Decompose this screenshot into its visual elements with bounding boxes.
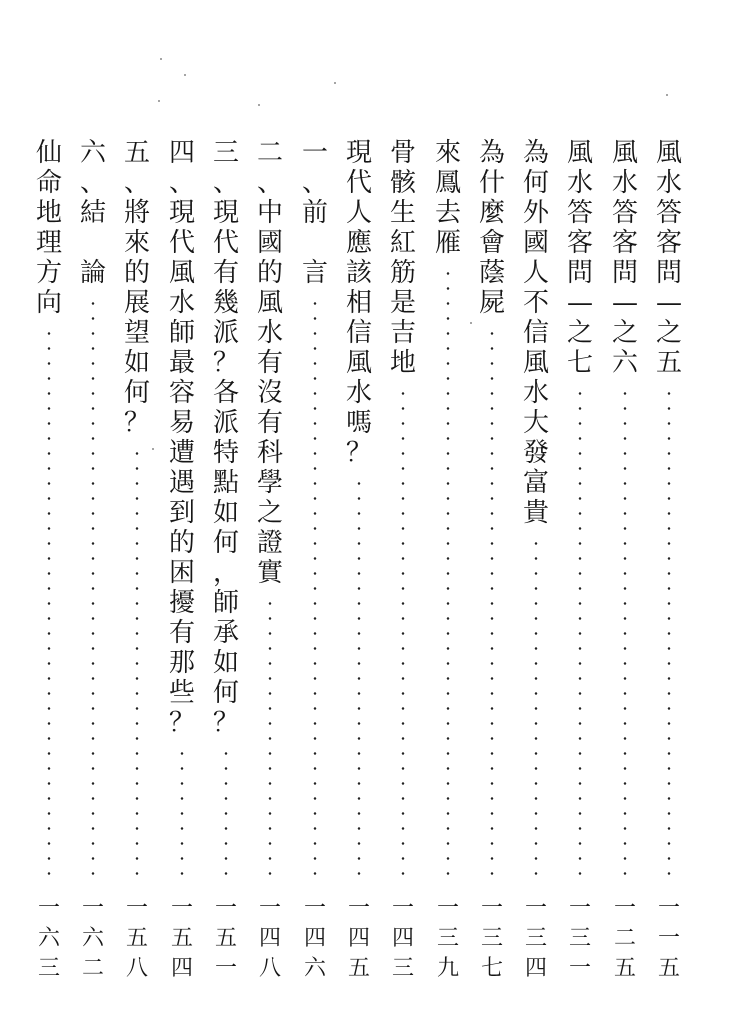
title-glyph: 遇 <box>168 468 195 498</box>
title-glyph: 該 <box>345 258 372 288</box>
title-glyph: 承 <box>212 618 239 648</box>
title-glyph: 風 <box>522 348 549 378</box>
title-glyph <box>298 228 332 258</box>
title-glyph: 六 <box>79 138 106 168</box>
toc-entry-title <box>342 138 376 468</box>
title-glyph: 問 <box>655 258 682 288</box>
title-glyph: 代 <box>345 168 372 198</box>
dot-leader <box>357 476 361 886</box>
title-glyph: 、 <box>123 168 150 198</box>
title-glyph: 沒 <box>256 378 283 408</box>
page-number-glyph: 四 <box>347 926 370 951</box>
title-glyph: 何 <box>522 168 549 198</box>
title-glyph: 什 <box>478 168 505 198</box>
dot-leader <box>534 536 538 886</box>
page-number-glyph: 六 <box>303 956 326 981</box>
title-glyph: 國 <box>522 228 549 258</box>
title-glyph: 那 <box>168 648 195 678</box>
title-glyph: 的 <box>256 258 283 288</box>
title-glyph: 何 <box>123 378 150 408</box>
title-glyph: 師 <box>212 588 239 618</box>
title-glyph: 地 <box>35 198 62 228</box>
title-glyph: 問 <box>611 258 638 288</box>
title-glyph: 一 <box>301 138 328 168</box>
title-glyph: 容 <box>168 378 195 408</box>
title-glyph: 最 <box>168 348 195 378</box>
toc-entry-title <box>120 138 154 438</box>
title-glyph: 實 <box>256 558 283 588</box>
toc-entry-title <box>475 138 509 318</box>
page-number-glyph: 一 <box>524 896 547 921</box>
title-glyph: 的 <box>168 528 195 558</box>
title-glyph: 六 <box>611 348 638 378</box>
toc-entry-page-number <box>519 894 553 984</box>
title-glyph: ？ <box>345 438 372 468</box>
toc-entry[interactable] <box>431 138 465 988</box>
toc-entry-page-number <box>209 894 243 984</box>
title-glyph: 風 <box>256 288 283 318</box>
title-glyph: 相 <box>345 288 372 318</box>
title-glyph: 前 <box>301 198 328 228</box>
title-glyph: 來 <box>434 138 461 168</box>
toc-entry-page-number <box>76 894 110 984</box>
title-glyph: 特 <box>212 438 239 468</box>
toc-entry-page-number <box>120 894 154 984</box>
toc-entry[interactable] <box>652 138 686 988</box>
title-glyph: 筋 <box>389 258 416 288</box>
title-glyph: 三 <box>212 138 239 168</box>
title-glyph: 人 <box>522 258 549 288</box>
title-glyph: 幾 <box>212 288 239 318</box>
page-number-glyph: 二 <box>81 956 104 981</box>
toc-entry-title <box>253 138 287 588</box>
title-glyph: 望 <box>123 318 150 348</box>
title-glyph: 水 <box>566 168 593 198</box>
title-glyph: 人 <box>345 198 372 228</box>
page-number-glyph: 五 <box>657 956 680 981</box>
dot-leader <box>401 386 405 886</box>
title-glyph: 風 <box>345 348 372 378</box>
page-number-glyph: 三 <box>568 926 591 951</box>
title-glyph: 困 <box>168 558 195 588</box>
title-glyph: ， <box>212 558 239 588</box>
title-glyph: 的 <box>123 258 150 288</box>
title-glyph: 客 <box>611 228 638 258</box>
title-glyph: 有 <box>168 618 195 648</box>
toc-entry[interactable] <box>386 138 420 988</box>
page-number-glyph: 四 <box>524 956 547 981</box>
toc-entry[interactable] <box>76 138 110 988</box>
title-glyph: 水 <box>168 288 195 318</box>
title-glyph: ？ <box>168 708 195 738</box>
page-number-glyph: 一 <box>81 896 104 921</box>
toc-entry-page-number <box>652 894 686 984</box>
title-glyph: 鳳 <box>434 168 461 198</box>
title-glyph: — <box>567 288 593 318</box>
page-number-glyph: 一 <box>568 896 591 921</box>
title-glyph: 方 <box>35 258 62 288</box>
title-glyph: 如 <box>212 648 239 678</box>
title-glyph: 論 <box>79 258 106 288</box>
title-glyph: 易 <box>168 408 195 438</box>
title-glyph: 紅 <box>389 228 416 258</box>
title-glyph: 去 <box>434 198 461 228</box>
toc-entry[interactable] <box>475 138 509 988</box>
title-glyph: 如 <box>212 498 239 528</box>
title-glyph: 為 <box>522 138 549 168</box>
title-glyph: 之 <box>655 318 682 348</box>
title-glyph: 現 <box>345 138 372 168</box>
title-glyph: 何 <box>212 678 239 708</box>
title-glyph: 遭 <box>168 438 195 468</box>
page-number-glyph: 五 <box>125 926 148 951</box>
title-glyph: 代 <box>212 228 239 258</box>
title-glyph: 風 <box>168 258 195 288</box>
title-glyph: 言 <box>301 258 328 288</box>
toc-entry[interactable] <box>120 138 154 988</box>
toc-entry-title <box>652 138 686 378</box>
page-number-glyph: 一 <box>170 896 193 921</box>
page-number-glyph: 四 <box>303 926 326 951</box>
title-glyph: 將 <box>123 198 150 228</box>
scan-speck <box>470 322 472 324</box>
page-number-glyph: 五 <box>214 926 237 951</box>
title-glyph: 擾 <box>168 588 195 618</box>
title-glyph: 有 <box>256 408 283 438</box>
title-glyph: 派 <box>212 318 239 348</box>
title-glyph: 二 <box>256 138 283 168</box>
toc-entry-title <box>32 138 66 318</box>
title-glyph: 水 <box>256 318 283 348</box>
title-glyph: 富 <box>522 468 549 498</box>
title-glyph: 之 <box>611 318 638 348</box>
page-number-glyph: 五 <box>170 926 193 951</box>
toc-entry-page-number <box>431 894 465 984</box>
page-number-glyph: 四 <box>170 956 193 981</box>
scan-speck <box>184 74 186 76</box>
title-glyph: 、 <box>256 168 283 198</box>
title-glyph: 現 <box>168 198 195 228</box>
page-number-glyph: 八 <box>258 956 281 981</box>
page-number-glyph: 八 <box>125 956 148 981</box>
scan-speck <box>160 58 162 60</box>
toc-entry[interactable] <box>165 138 199 988</box>
title-glyph: 客 <box>655 228 682 258</box>
toc-entry[interactable] <box>32 138 66 988</box>
dot-leader <box>224 746 228 886</box>
title-glyph: 有 <box>212 258 239 288</box>
title-glyph: 信 <box>522 318 549 348</box>
toc-entry-page-number <box>298 894 332 984</box>
title-glyph: 、 <box>168 168 195 198</box>
toc-entry[interactable] <box>209 138 243 988</box>
page-number-glyph: 六 <box>81 926 104 951</box>
title-glyph: 水 <box>655 168 682 198</box>
title-glyph: 、 <box>212 168 239 198</box>
title-glyph: 證 <box>256 528 283 558</box>
page-number-glyph: 一 <box>214 896 237 921</box>
title-glyph: 骨 <box>389 138 416 168</box>
page-number-glyph: 五 <box>347 956 370 981</box>
title-glyph: 應 <box>345 228 372 258</box>
title-glyph: 國 <box>256 228 283 258</box>
title-glyph: 吉 <box>389 318 416 348</box>
toc-entry[interactable] <box>342 138 376 988</box>
toc-entry[interactable] <box>563 138 597 988</box>
toc-entry[interactable] <box>253 138 287 988</box>
title-glyph: 來 <box>123 228 150 258</box>
toc-entry-page-number <box>253 894 287 984</box>
title-glyph: 命 <box>35 168 62 198</box>
page-number-glyph: 三 <box>524 926 547 951</box>
page-number-glyph: 一 <box>480 896 503 921</box>
scan-speck <box>258 104 260 106</box>
scan-speck <box>334 82 336 84</box>
dot-leader <box>623 386 627 886</box>
title-glyph: 是 <box>389 288 416 318</box>
dot-leader <box>490 326 494 886</box>
title-glyph: 之 <box>566 318 593 348</box>
title-glyph: 些 <box>168 678 195 708</box>
page-number-glyph: 七 <box>480 956 503 981</box>
title-glyph: ？ <box>123 408 150 438</box>
title-glyph: 風 <box>611 138 638 168</box>
title-glyph: 大 <box>522 408 549 438</box>
page-number-glyph: 三 <box>480 926 503 951</box>
title-glyph: — <box>612 288 638 318</box>
title-glyph: 貴 <box>522 498 549 528</box>
toc-entry-title <box>76 138 110 288</box>
title-glyph: 之 <box>256 498 283 528</box>
title-glyph <box>76 228 110 258</box>
page-number-glyph: 一 <box>657 896 680 921</box>
page-number-glyph: 二 <box>613 926 636 951</box>
title-glyph: 各 <box>212 378 239 408</box>
title-glyph: — <box>656 288 682 318</box>
toc-entry-page-number <box>608 894 642 984</box>
dot-leader <box>268 596 272 886</box>
title-glyph: 如 <box>123 348 150 378</box>
page-number-glyph: 四 <box>258 926 281 951</box>
title-glyph: 雁 <box>434 228 461 258</box>
title-glyph: 蔭 <box>478 258 505 288</box>
title-glyph: 水 <box>345 378 372 408</box>
page-number-glyph: 一 <box>391 896 414 921</box>
title-glyph: 向 <box>35 288 62 318</box>
title-glyph: 發 <box>522 438 549 468</box>
title-glyph: 嗎 <box>345 408 372 438</box>
dot-leader <box>446 266 450 886</box>
toc-entry-title <box>608 138 642 378</box>
title-glyph: 結 <box>79 198 106 228</box>
title-glyph: 地 <box>389 348 416 378</box>
title-glyph: 信 <box>345 318 372 348</box>
title-glyph: 理 <box>35 228 62 258</box>
page-number-glyph: 六 <box>37 926 60 951</box>
page-number-glyph: 一 <box>303 896 326 921</box>
dot-leader <box>667 386 671 886</box>
page-number-glyph: 一 <box>436 896 459 921</box>
page-number-glyph: 一 <box>214 956 237 981</box>
scan-speck <box>152 448 154 450</box>
dot-leader <box>180 746 184 886</box>
dot-leader <box>313 296 317 886</box>
toc-entry-title <box>563 138 597 378</box>
title-glyph: 點 <box>212 468 239 498</box>
toc-entry[interactable] <box>298 138 332 988</box>
title-glyph: 、 <box>301 168 328 198</box>
title-glyph: 五 <box>123 138 150 168</box>
page-number-glyph: 三 <box>37 956 60 981</box>
title-glyph: 麼 <box>478 198 505 228</box>
page-number-glyph: 一 <box>258 896 281 921</box>
title-glyph: 七 <box>566 348 593 378</box>
title-glyph: 不 <box>522 288 549 318</box>
toc-entry-title <box>209 138 243 738</box>
title-glyph: 派 <box>212 408 239 438</box>
title-glyph: 骸 <box>389 168 416 198</box>
scan-speck <box>666 94 668 96</box>
title-glyph: 仙 <box>35 138 62 168</box>
title-glyph: ？ <box>212 348 239 378</box>
page-number-glyph: 四 <box>391 926 414 951</box>
title-glyph: 風 <box>655 138 682 168</box>
dot-leader <box>47 326 51 886</box>
title-glyph: 答 <box>566 198 593 228</box>
title-glyph: 中 <box>256 198 283 228</box>
title-glyph: 有 <box>256 348 283 378</box>
title-glyph: 水 <box>611 168 638 198</box>
toc-entry-page-number <box>32 894 66 984</box>
page-number-glyph: 一 <box>347 896 370 921</box>
toc-entry-title <box>298 138 332 288</box>
page-number-glyph: 一 <box>657 926 680 951</box>
title-glyph: 答 <box>655 198 682 228</box>
title-glyph: 生 <box>389 198 416 228</box>
page-number-glyph: 一 <box>568 956 591 981</box>
title-glyph: 、 <box>79 168 106 198</box>
title-glyph: 現 <box>212 198 239 228</box>
title-glyph: 水 <box>522 378 549 408</box>
title-glyph: 問 <box>566 258 593 288</box>
title-glyph: 展 <box>123 288 150 318</box>
scan-speck <box>158 100 160 102</box>
toc-entry-title <box>519 138 553 528</box>
toc-entry-page-number <box>165 894 199 984</box>
page-number-glyph: 一 <box>613 896 636 921</box>
dot-leader <box>578 386 582 886</box>
page-number-glyph: 九 <box>436 956 459 981</box>
title-glyph: 學 <box>256 468 283 498</box>
title-glyph: 為 <box>478 138 505 168</box>
dot-leader <box>91 296 95 886</box>
title-glyph: 屍 <box>478 288 505 318</box>
title-glyph: 科 <box>256 438 283 468</box>
toc-entry[interactable] <box>519 138 553 988</box>
page-number-glyph: 三 <box>436 926 459 951</box>
title-glyph: 四 <box>168 138 195 168</box>
toc-entry-page-number <box>342 894 376 984</box>
title-glyph: 外 <box>522 198 549 228</box>
title-glyph: 會 <box>478 228 505 258</box>
toc-entry-title <box>431 138 465 258</box>
page-number-glyph: 一 <box>37 896 60 921</box>
title-glyph: 何 <box>212 528 239 558</box>
title-glyph: 答 <box>611 198 638 228</box>
dot-leader <box>135 446 139 886</box>
title-glyph: 五 <box>655 348 682 378</box>
page-number-glyph: 一 <box>125 896 148 921</box>
title-glyph: 師 <box>168 318 195 348</box>
toc-entry-title <box>165 138 199 738</box>
title-glyph: 到 <box>168 498 195 528</box>
toc-entry-page-number <box>563 894 597 984</box>
toc-entry[interactable] <box>608 138 642 988</box>
title-glyph: ？ <box>212 708 239 738</box>
title-glyph: 風 <box>566 138 593 168</box>
toc-entry-title <box>386 138 420 378</box>
title-glyph: 客 <box>566 228 593 258</box>
page-number-glyph: 三 <box>391 956 414 981</box>
toc-entry-page-number <box>386 894 420 984</box>
toc-entry-page-number <box>475 894 509 984</box>
page-number-glyph: 五 <box>613 956 636 981</box>
title-glyph: 代 <box>168 228 195 258</box>
